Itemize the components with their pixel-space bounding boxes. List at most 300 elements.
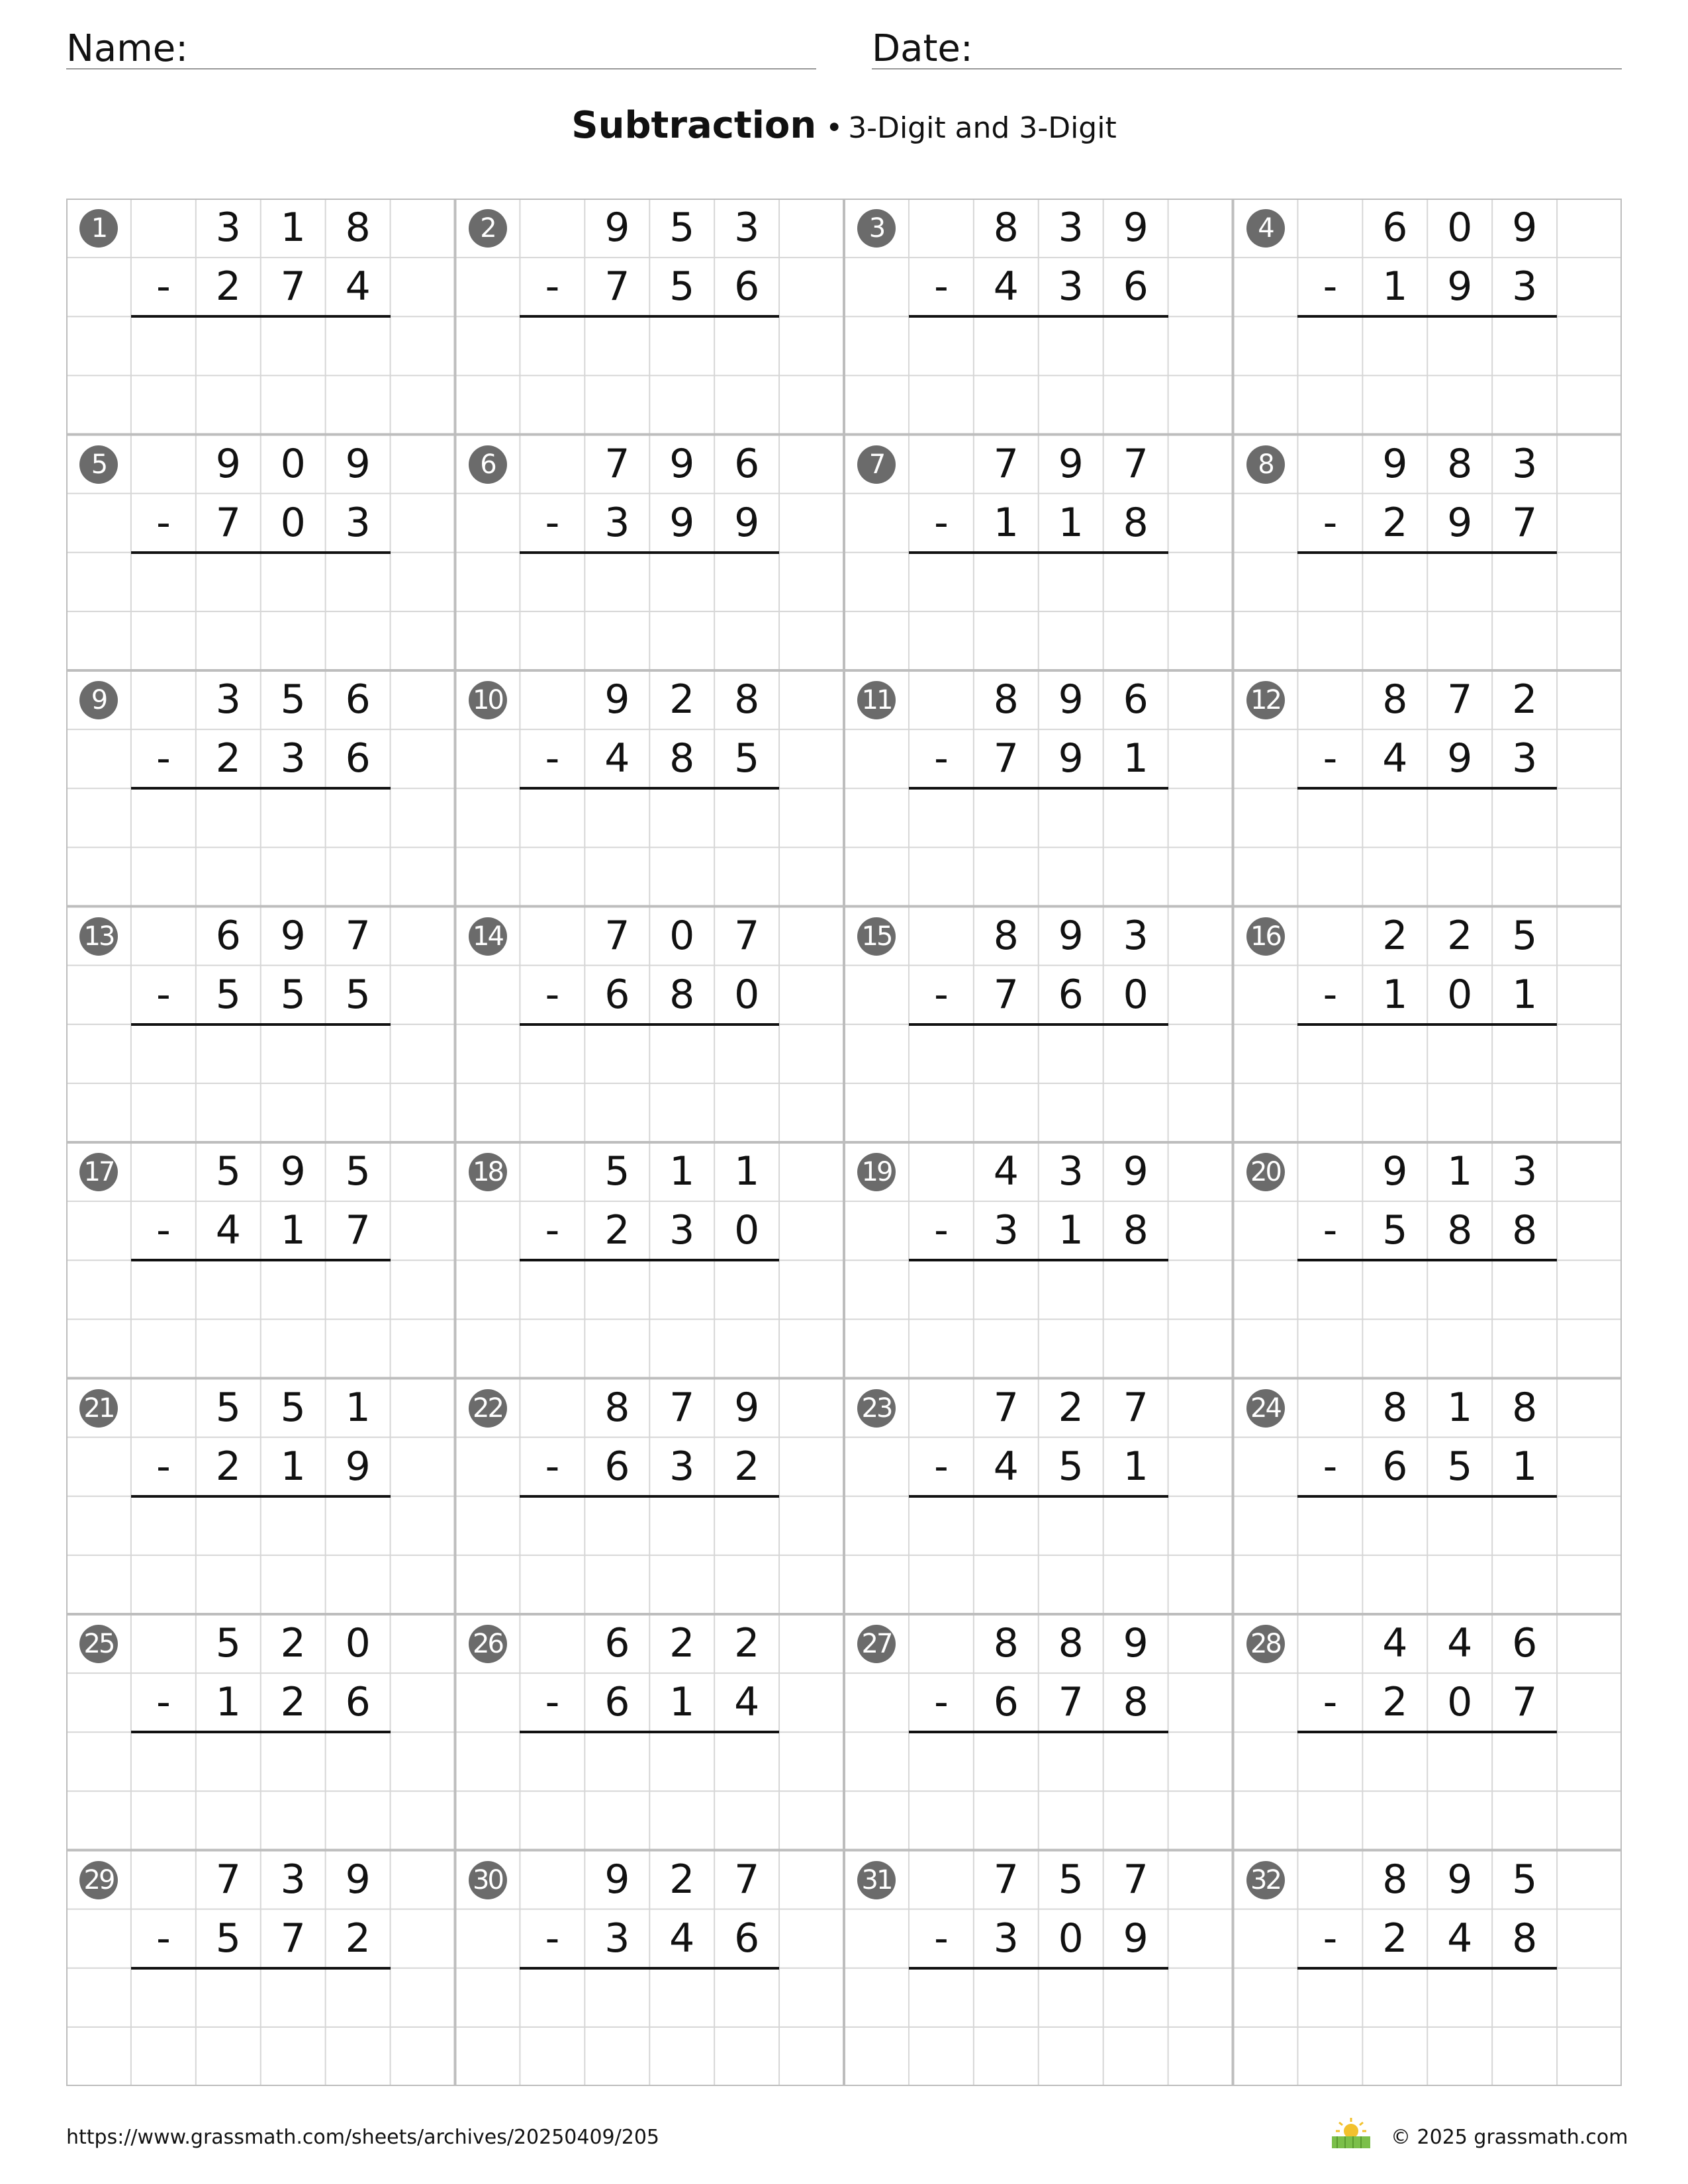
minuend-digit: 8 bbox=[1382, 1384, 1408, 1431]
answer-area[interactable] bbox=[520, 1499, 779, 1553]
subtrahend-digit: 3 bbox=[1512, 263, 1538, 310]
minuend-digit: 1 bbox=[345, 1384, 371, 1431]
subtrahend-digit: 4 bbox=[345, 263, 371, 310]
answer-area[interactable] bbox=[131, 791, 391, 844]
problem-number-badge: 22 bbox=[469, 1389, 507, 1428]
subtrahend-digit: 2 bbox=[215, 735, 241, 782]
answer-line bbox=[520, 1259, 779, 1261]
minuend-digit: 3 bbox=[280, 1856, 306, 1903]
minuend-digit: 7 bbox=[734, 1856, 760, 1903]
subtrahend-digit: 2 bbox=[734, 1443, 760, 1490]
problem-number-badge: 24 bbox=[1246, 1389, 1285, 1428]
minuend-digit: 7 bbox=[604, 912, 630, 959]
subtrahend-digit: 4 bbox=[993, 1443, 1019, 1490]
minuend-digit: 9 bbox=[1447, 1856, 1473, 1903]
minuend-digit: 7 bbox=[1447, 676, 1473, 723]
minuend-digit: 7 bbox=[669, 1384, 695, 1431]
subtrahend-digit: 5 bbox=[1382, 1207, 1408, 1254]
answer-area[interactable] bbox=[520, 1735, 779, 1788]
subtrahend-digit: 7 bbox=[280, 1915, 306, 1962]
subtrahend-digit: 3 bbox=[993, 1207, 1019, 1254]
minuend-digit: 6 bbox=[604, 1620, 630, 1666]
answer-line bbox=[131, 787, 391, 790]
answer-area[interactable] bbox=[131, 1263, 391, 1316]
answer-line bbox=[909, 1495, 1168, 1498]
answer-line bbox=[909, 315, 1168, 318]
minuend-digit: 7 bbox=[993, 1384, 1019, 1431]
answer-line bbox=[131, 551, 391, 554]
subtrahend-digit: 9 bbox=[1058, 735, 1084, 782]
answer-area[interactable] bbox=[909, 791, 1168, 844]
minus-sign: - bbox=[1323, 1915, 1338, 1962]
minuend-digit: 2 bbox=[1512, 676, 1538, 723]
answer-line bbox=[131, 1023, 391, 1026]
minus-sign: - bbox=[156, 1207, 171, 1254]
minuend-digit: 2 bbox=[734, 1620, 760, 1666]
worksheet-grid bbox=[66, 199, 1622, 2086]
minuend-digit: 9 bbox=[604, 1856, 630, 1903]
minus-sign: - bbox=[545, 971, 560, 1018]
subtrahend-digit: 0 bbox=[734, 971, 760, 1018]
answer-line bbox=[520, 1731, 779, 1733]
subtrahend-digit: 5 bbox=[280, 971, 306, 1018]
answer-area[interactable] bbox=[909, 1735, 1168, 1788]
subtrahend-digit: 1 bbox=[1382, 263, 1408, 310]
answer-area[interactable] bbox=[131, 1499, 391, 1553]
minus-sign: - bbox=[545, 1915, 560, 1962]
answer-area[interactable] bbox=[520, 791, 779, 844]
minus-sign: - bbox=[545, 263, 560, 310]
minuend-digit: 0 bbox=[345, 1620, 371, 1666]
subtrahend-digit: 6 bbox=[734, 263, 760, 310]
subtrahend-digit: 6 bbox=[345, 1679, 371, 1726]
minuend-digit: 1 bbox=[1447, 1148, 1473, 1195]
answer-line bbox=[1297, 787, 1557, 790]
name-label: Name: bbox=[66, 27, 189, 70]
minus-sign: - bbox=[156, 499, 171, 546]
minuend-digit: 3 bbox=[1123, 912, 1149, 959]
subtrahend-digit: 2 bbox=[604, 1207, 630, 1254]
subtrahend-digit: 8 bbox=[1123, 1207, 1149, 1254]
answer-area[interactable] bbox=[1297, 1263, 1557, 1316]
minus-sign: - bbox=[545, 735, 560, 782]
minus-sign: - bbox=[1323, 1443, 1338, 1490]
minus-sign: - bbox=[545, 1207, 560, 1254]
minus-sign: - bbox=[545, 499, 560, 546]
subtrahend-digit: 8 bbox=[1447, 1207, 1473, 1254]
subtrahend-digit: 3 bbox=[669, 1443, 695, 1490]
minus-sign: - bbox=[934, 735, 949, 782]
subtrahend-digit: 3 bbox=[1512, 735, 1538, 782]
minuend-digit: 7 bbox=[604, 440, 630, 487]
subtrahend-digit: 4 bbox=[1447, 1915, 1473, 1962]
minuend-digit: 9 bbox=[1123, 205, 1149, 251]
answer-line bbox=[131, 1731, 391, 1733]
subtrahend-digit: 5 bbox=[669, 263, 695, 310]
minuend-digit: 9 bbox=[1123, 1620, 1149, 1666]
minus-sign: - bbox=[1323, 1207, 1338, 1254]
subtrahend-digit: 2 bbox=[1382, 1915, 1408, 1962]
answer-line bbox=[520, 1495, 779, 1498]
answer-line bbox=[909, 787, 1168, 790]
minuend-digit: 8 bbox=[993, 676, 1019, 723]
subtrahend-digit: 7 bbox=[1058, 1679, 1084, 1726]
subtrahend-digit: 5 bbox=[1447, 1443, 1473, 1490]
subtrahend-digit: 7 bbox=[345, 1207, 371, 1254]
minuend-digit: 5 bbox=[280, 676, 306, 723]
minuend-digit: 0 bbox=[280, 440, 306, 487]
subtrahend-digit: 7 bbox=[1512, 499, 1538, 546]
subtrahend-digit: 8 bbox=[669, 971, 695, 1018]
subtrahend-digit: 4 bbox=[215, 1207, 241, 1254]
subtrahend-digit: 0 bbox=[1447, 971, 1473, 1018]
subtrahend-digit: 8 bbox=[1123, 499, 1149, 546]
subtrahend-digit: 0 bbox=[1447, 1679, 1473, 1726]
minuend-digit: 8 bbox=[1447, 440, 1473, 487]
minuend-digit: 6 bbox=[345, 676, 371, 723]
answer-area[interactable] bbox=[909, 1263, 1168, 1316]
problem-number-badge: 25 bbox=[79, 1625, 118, 1663]
minuend-digit: 6 bbox=[215, 912, 241, 959]
answer-area[interactable] bbox=[1297, 319, 1557, 373]
subtrahend-digit: 6 bbox=[604, 1679, 630, 1726]
subtrahend-digit: 9 bbox=[1123, 1915, 1149, 1962]
answer-area[interactable] bbox=[131, 1735, 391, 1788]
minus-sign: - bbox=[934, 1207, 949, 1254]
minus-sign: - bbox=[934, 1915, 949, 1962]
answer-area[interactable] bbox=[131, 1971, 391, 2025]
answer-area[interactable] bbox=[1297, 555, 1557, 609]
problem-number-badge: 19 bbox=[857, 1153, 896, 1191]
minuend-digit: 1 bbox=[280, 205, 306, 251]
minuend-digit: 6 bbox=[734, 440, 760, 487]
minuend-digit: 7 bbox=[215, 1856, 241, 1903]
minuend-digit: 9 bbox=[215, 440, 241, 487]
subtrahend-digit: 5 bbox=[215, 1915, 241, 1962]
answer-line bbox=[1297, 1967, 1557, 1970]
minuend-digit: 6 bbox=[1123, 676, 1149, 723]
minuend-digit: 9 bbox=[1512, 205, 1538, 251]
minuend-digit: 9 bbox=[734, 1384, 760, 1431]
minuend-digit: 7 bbox=[993, 440, 1019, 487]
problem-number-badge: 23 bbox=[857, 1389, 896, 1428]
minuend-digit: 2 bbox=[669, 1620, 695, 1666]
problem-number-badge: 4 bbox=[1246, 209, 1285, 248]
subtrahend-digit: 7 bbox=[215, 499, 241, 546]
subtrahend-digit: 9 bbox=[345, 1443, 371, 1490]
minuend-digit: 8 bbox=[1058, 1620, 1084, 1666]
minuend-digit: 3 bbox=[734, 205, 760, 251]
minuend-digit: 4 bbox=[1447, 1620, 1473, 1666]
problem-number-badge: 16 bbox=[1246, 917, 1285, 956]
minuend-digit: 7 bbox=[1123, 1856, 1149, 1903]
answer-area[interactable] bbox=[1297, 791, 1557, 844]
minuend-digit: 5 bbox=[1512, 912, 1538, 959]
minuend-digit: 8 bbox=[1512, 1384, 1538, 1431]
minuend-digit: 5 bbox=[215, 1148, 241, 1195]
minuend-digit: 7 bbox=[993, 1856, 1019, 1903]
minuend-digit: 1 bbox=[734, 1148, 760, 1195]
footer-copyright: © 2025 grassmath.com bbox=[1391, 2126, 1628, 2149]
answer-area[interactable] bbox=[1297, 1971, 1557, 2025]
subtrahend-digit: 1 bbox=[280, 1207, 306, 1254]
minuend-digit: 9 bbox=[1058, 676, 1084, 723]
minuend-digit: 8 bbox=[993, 1620, 1019, 1666]
subtrahend-digit: 5 bbox=[734, 735, 760, 782]
minuend-digit: 5 bbox=[215, 1384, 241, 1431]
minuend-digit: 3 bbox=[1512, 1148, 1538, 1195]
minuend-digit: 8 bbox=[993, 912, 1019, 959]
subtrahend-digit: 1 bbox=[1382, 971, 1408, 1018]
problem-number-badge: 12 bbox=[1246, 681, 1285, 719]
name-line[interactable] bbox=[66, 68, 816, 69]
minuend-digit: 8 bbox=[345, 205, 371, 251]
answer-line bbox=[1297, 551, 1557, 554]
answer-area[interactable] bbox=[1297, 1499, 1557, 1553]
minuend-digit: 2 bbox=[669, 1856, 695, 1903]
subtrahend-digit: 9 bbox=[1447, 499, 1473, 546]
subtrahend-digit: 6 bbox=[1058, 971, 1084, 1018]
minuend-digit: 3 bbox=[215, 205, 241, 251]
problem-number-badge: 27 bbox=[857, 1625, 896, 1663]
answer-area[interactable] bbox=[131, 555, 391, 609]
problem-number-badge: 11 bbox=[857, 681, 896, 719]
minus-sign: - bbox=[1323, 499, 1338, 546]
minuend-digit: 9 bbox=[345, 440, 371, 487]
subtrahend-digit: 0 bbox=[734, 1207, 760, 1254]
subtrahend-digit: 7 bbox=[993, 735, 1019, 782]
minuend-digit: 2 bbox=[1058, 1384, 1084, 1431]
minuend-digit: 9 bbox=[280, 912, 306, 959]
subtrahend-digit: 9 bbox=[734, 499, 760, 546]
subtrahend-digit: 3 bbox=[345, 499, 371, 546]
answer-line bbox=[131, 1495, 391, 1498]
subtrahend-digit: 1 bbox=[1512, 971, 1538, 1018]
minuend-digit: 3 bbox=[215, 676, 241, 723]
minus-sign: - bbox=[156, 735, 171, 782]
minus-sign: - bbox=[1323, 1679, 1338, 1726]
answer-area[interactable] bbox=[520, 1027, 779, 1081]
subtrahend-digit: 1 bbox=[993, 499, 1019, 546]
subtrahend-digit: 8 bbox=[1123, 1679, 1149, 1726]
minuend-digit: 9 bbox=[345, 1856, 371, 1903]
subtrahend-digit: 3 bbox=[604, 1915, 630, 1962]
subtrahend-digit: 3 bbox=[604, 499, 630, 546]
subtrahend-digit: 6 bbox=[604, 1443, 630, 1490]
minuend-digit: 3 bbox=[1512, 440, 1538, 487]
answer-area[interactable] bbox=[909, 1499, 1168, 1553]
subtrahend-digit: 3 bbox=[669, 1207, 695, 1254]
subtrahend-digit: 8 bbox=[669, 735, 695, 782]
minuend-digit: 9 bbox=[669, 440, 695, 487]
title-bullet: • bbox=[825, 111, 843, 145]
answer-area[interactable] bbox=[520, 555, 779, 609]
subtrahend-digit: 0 bbox=[280, 499, 306, 546]
answer-area[interactable] bbox=[909, 1971, 1168, 2025]
subtrahend-digit: 5 bbox=[345, 971, 371, 1018]
minuend-digit: 0 bbox=[669, 912, 695, 959]
minuend-digit: 2 bbox=[1382, 912, 1408, 959]
subtrahend-digit: 6 bbox=[345, 735, 371, 782]
problem-number-badge: 32 bbox=[1246, 1861, 1285, 1899]
answer-line bbox=[909, 1023, 1168, 1026]
minus-sign: - bbox=[1323, 263, 1338, 310]
subtrahend-digit: 2 bbox=[345, 1915, 371, 1962]
problem-number-badge: 21 bbox=[79, 1389, 118, 1428]
subtrahend-digit: 5 bbox=[1058, 1443, 1084, 1490]
minuend-digit: 7 bbox=[345, 912, 371, 959]
subtrahend-digit: 1 bbox=[280, 1443, 306, 1490]
answer-line bbox=[1297, 1023, 1557, 1026]
subtrahend-digit: 0 bbox=[1123, 971, 1149, 1018]
minuend-digit: 9 bbox=[1123, 1148, 1149, 1195]
answer-line bbox=[909, 1731, 1168, 1733]
subtrahend-digit: 7 bbox=[280, 263, 306, 310]
minuend-digit: 7 bbox=[1123, 1384, 1149, 1431]
minuend-digit: 8 bbox=[1382, 1856, 1408, 1903]
subtrahend-digit: 1 bbox=[215, 1679, 241, 1726]
subtrahend-digit: 5 bbox=[215, 971, 241, 1018]
minus-sign: - bbox=[156, 1443, 171, 1490]
answer-area[interactable] bbox=[909, 1027, 1168, 1081]
answer-line bbox=[1297, 315, 1557, 318]
minuend-digit: 8 bbox=[604, 1384, 630, 1431]
minuend-digit: 5 bbox=[345, 1148, 371, 1195]
problem-number-badge: 20 bbox=[1246, 1153, 1285, 1191]
answer-line bbox=[909, 551, 1168, 554]
subtrahend-digit: 0 bbox=[1058, 1915, 1084, 1962]
subtrahend-digit: 6 bbox=[1123, 263, 1149, 310]
problem-number-badge: 15 bbox=[857, 917, 896, 956]
answer-line bbox=[1297, 1731, 1557, 1733]
answer-area[interactable] bbox=[520, 319, 779, 373]
footer-url: https://www.grassmath.com/sheets/archives/20250409/205 bbox=[66, 2126, 660, 2149]
answer-line bbox=[909, 1967, 1168, 1970]
minuend-digit: 9 bbox=[280, 1148, 306, 1195]
minuend-digit: 9 bbox=[1382, 1148, 1408, 1195]
page-title bbox=[0, 104, 1688, 147]
minus-sign: - bbox=[934, 499, 949, 546]
problem-number-badge: 9 bbox=[79, 681, 118, 719]
minus-sign: - bbox=[934, 1443, 949, 1490]
problem-number-badge: 26 bbox=[469, 1625, 507, 1663]
answer-line bbox=[1297, 1259, 1557, 1261]
minuend-digit: 5 bbox=[1512, 1856, 1538, 1903]
subtrahend-digit: 3 bbox=[280, 735, 306, 782]
subtrahend-digit: 2 bbox=[215, 263, 241, 310]
minus-sign: - bbox=[934, 971, 949, 1018]
subtrahend-digit: 2 bbox=[1382, 499, 1408, 546]
problem-number-badge: 7 bbox=[857, 445, 896, 484]
answer-area[interactable] bbox=[1297, 1735, 1557, 1788]
answer-area[interactable] bbox=[131, 1027, 391, 1081]
minuend-digit: 5 bbox=[215, 1620, 241, 1666]
subtrahend-digit: 8 bbox=[1512, 1915, 1538, 1962]
minus-sign: - bbox=[156, 1679, 171, 1726]
minus-sign: - bbox=[934, 263, 949, 310]
subtrahend-digit: 7 bbox=[993, 971, 1019, 1018]
answer-area[interactable] bbox=[909, 319, 1168, 373]
minuend-digit: 2 bbox=[669, 676, 695, 723]
subtrahend-digit: 6 bbox=[1382, 1443, 1408, 1490]
minuend-digit: 5 bbox=[1058, 1856, 1084, 1903]
minuend-digit: 9 bbox=[1058, 440, 1084, 487]
answer-line bbox=[131, 1259, 391, 1261]
subtrahend-digit: 1 bbox=[669, 1679, 695, 1726]
answer-area[interactable] bbox=[131, 319, 391, 373]
minus-sign: - bbox=[156, 263, 171, 310]
minuend-digit: 8 bbox=[993, 205, 1019, 251]
minuend-digit: 1 bbox=[669, 1148, 695, 1195]
subtrahend-digit: 7 bbox=[604, 263, 630, 310]
problem-number-badge: 31 bbox=[857, 1861, 896, 1899]
answer-line bbox=[1297, 1495, 1557, 1498]
subtrahend-digit: 3 bbox=[993, 1915, 1019, 1962]
subtrahend-digit: 2 bbox=[280, 1679, 306, 1726]
minuend-digit: 5 bbox=[280, 1384, 306, 1431]
answer-area[interactable] bbox=[520, 1263, 779, 1316]
minus-sign: - bbox=[1323, 971, 1338, 1018]
subtrahend-digit: 4 bbox=[993, 263, 1019, 310]
subtrahend-digit: 1 bbox=[1512, 1443, 1538, 1490]
minuend-digit: 6 bbox=[1512, 1620, 1538, 1666]
answer-line bbox=[131, 315, 391, 318]
subtrahend-digit: 4 bbox=[734, 1679, 760, 1726]
minus-sign: - bbox=[1323, 735, 1338, 782]
problem-number-badge: 6 bbox=[469, 445, 507, 484]
answer-line bbox=[520, 551, 779, 554]
subtrahend-digit: 4 bbox=[669, 1915, 695, 1962]
answer-line bbox=[520, 787, 779, 790]
subtrahend-digit: 6 bbox=[993, 1679, 1019, 1726]
minuend-digit: 9 bbox=[604, 676, 630, 723]
answer-line bbox=[520, 315, 779, 318]
minuend-digit: 2 bbox=[280, 1620, 306, 1666]
minuend-digit: 4 bbox=[1382, 1620, 1408, 1666]
minuend-digit: 6 bbox=[1382, 205, 1408, 251]
date-line[interactable] bbox=[872, 68, 1622, 69]
problem-number-badge: 1 bbox=[79, 209, 118, 248]
minus-sign: - bbox=[934, 1679, 949, 1726]
subtrahend-digit: 9 bbox=[669, 499, 695, 546]
answer-line bbox=[520, 1967, 779, 1970]
minuend-digit: 9 bbox=[1058, 912, 1084, 959]
problem-number-badge: 30 bbox=[469, 1861, 507, 1899]
title-main: Subtraction bbox=[571, 104, 817, 147]
problem-number-badge: 29 bbox=[79, 1861, 118, 1899]
subtrahend-digit: 9 bbox=[1447, 263, 1473, 310]
subtrahend-digit: 6 bbox=[734, 1915, 760, 1962]
answer-area[interactable] bbox=[520, 1971, 779, 2025]
answer-area[interactable] bbox=[909, 555, 1168, 609]
subtrahend-digit: 6 bbox=[604, 971, 630, 1018]
problem-number-badge: 3 bbox=[857, 209, 896, 248]
problem-number-badge: 13 bbox=[79, 917, 118, 956]
minus-sign: - bbox=[156, 1915, 171, 1962]
minuend-digit: 5 bbox=[604, 1148, 630, 1195]
subtrahend-digit: 1 bbox=[1123, 1443, 1149, 1490]
problem-number-badge: 5 bbox=[79, 445, 118, 484]
subtrahend-digit: 2 bbox=[215, 1443, 241, 1490]
minuend-digit: 0 bbox=[1447, 205, 1473, 251]
subtrahend-digit: 1 bbox=[1123, 735, 1149, 782]
title-subtitle: 3-Digit and 3-Digit bbox=[848, 111, 1117, 145]
minus-sign: - bbox=[545, 1443, 560, 1490]
problem-number-badge: 28 bbox=[1246, 1625, 1285, 1663]
answer-area[interactable] bbox=[1297, 1027, 1557, 1081]
minuend-digit: 7 bbox=[1123, 440, 1149, 487]
subtrahend-digit: 7 bbox=[1512, 1679, 1538, 1726]
